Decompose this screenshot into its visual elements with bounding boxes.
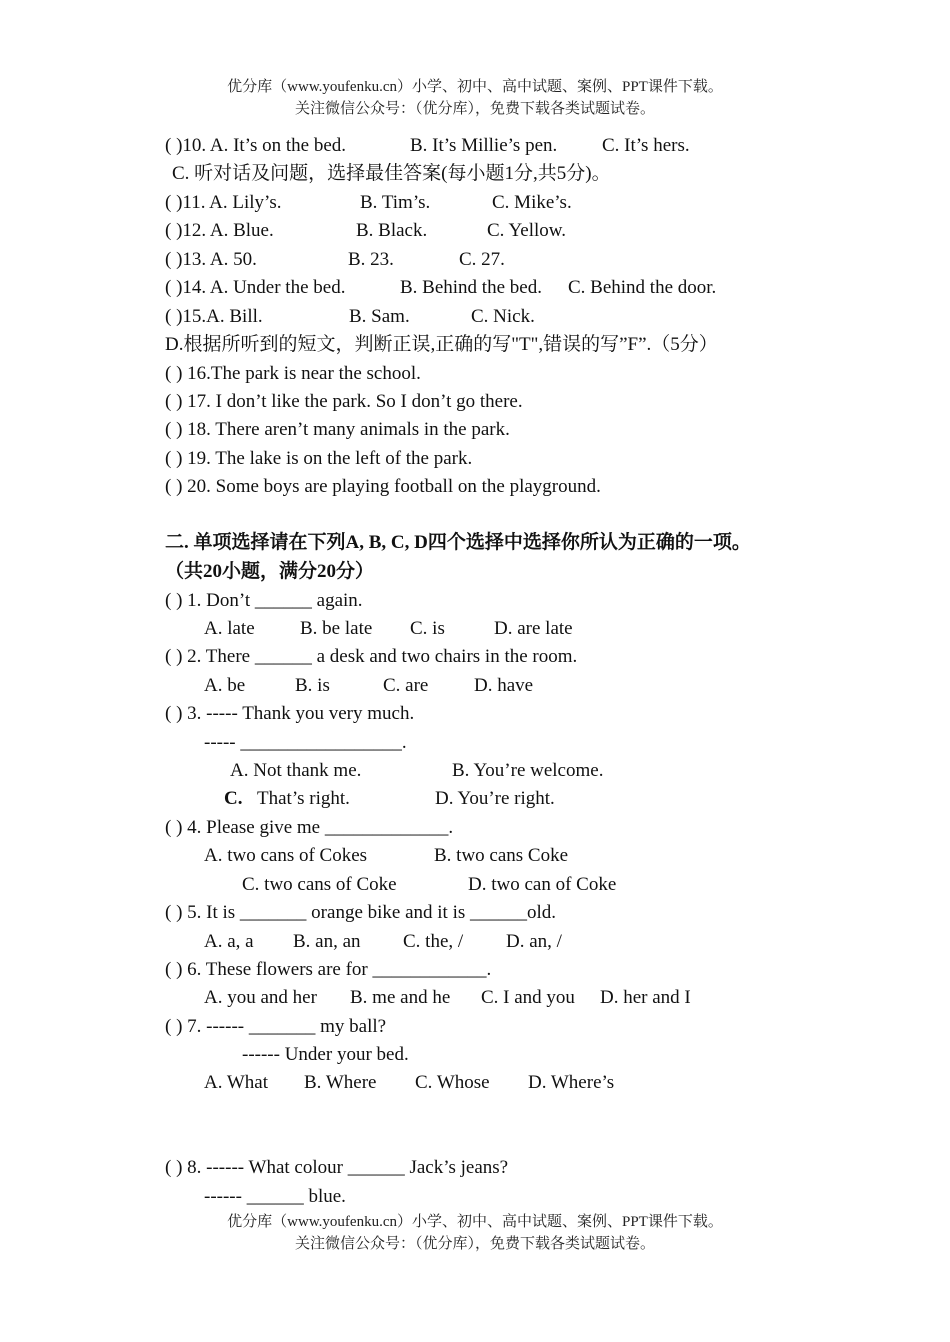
mc-q5-stem: ( ) 5. It is _______ orange bike and it is ______old. bbox=[165, 902, 557, 923]
q11-stem-a: ( )11. A. Lily’s. bbox=[165, 192, 282, 213]
header-line-2: 关注微信公众号：（优分库），免费下载各类试题试卷。 bbox=[294, 101, 655, 117]
mc-q8-reply: ------ ______ blue. bbox=[204, 1186, 346, 1207]
mc-q4-option-a: A. two cans of Cokes bbox=[204, 845, 368, 866]
mc-q4-option-d: D. two can of Coke bbox=[468, 874, 617, 895]
mc-q3-option-c: That’s right. bbox=[257, 788, 350, 809]
mc-q2-option-b: B. is bbox=[295, 675, 330, 696]
mc-q7-option-d: D. Where’s bbox=[528, 1072, 615, 1093]
section-2-title: 二. 单项选择请在下列A, B, C, D四个选择中选择你所认为正确的一项。 bbox=[165, 532, 751, 553]
mc-q7-option-c: C. Whose bbox=[415, 1072, 490, 1093]
mc-q3-stem: ( ) 3. ----- Thank you very much. bbox=[165, 703, 415, 724]
question-16: ( ) 16.The park is near the school. bbox=[165, 363, 421, 384]
mc-q2-option-d: D. have bbox=[474, 675, 534, 696]
mc-q8-stem: ( ) 8. ------ What colour ______ Jack’s jeans? bbox=[165, 1157, 509, 1178]
mc-q3-reply: ----- _________________. bbox=[204, 732, 407, 753]
mc-q3-option-b: B. You’re welcome. bbox=[452, 760, 604, 781]
section-2-subtitle: （共20小题，满分20分） bbox=[165, 561, 375, 582]
mc-q2-option-a: A. be bbox=[204, 675, 246, 696]
q13-option-c: C. 27. bbox=[459, 249, 505, 270]
q11-option-b: B. Tim’s. bbox=[360, 192, 431, 213]
mc-q5-option-a: A. a, a bbox=[204, 931, 254, 952]
page-header bbox=[0, 76, 950, 120]
mc-q7-option-a: A. What bbox=[204, 1072, 269, 1093]
page-footer bbox=[0, 1211, 950, 1255]
q10-stem-a: ( )10. A. It’s on the bed. bbox=[165, 135, 347, 156]
mc-q2-stem: ( ) 2. There ______ a desk and two chairs in the room. bbox=[165, 646, 578, 667]
question-20: ( ) 20. Some boys are playing football on the playground. bbox=[165, 476, 601, 497]
mc-q4-stem: ( ) 4. Please give me _____________. bbox=[165, 817, 454, 838]
q12-option-c: C. Yellow. bbox=[487, 220, 567, 241]
q15-option-c: C. Nick. bbox=[471, 306, 535, 327]
mc-q4-option-b: B. two cans Coke bbox=[434, 845, 569, 866]
mc-q1-stem: ( ) 1. Don’t ______ again. bbox=[165, 590, 363, 611]
header-line-1: 优分库（www.youfenku.cn）小学、初中、高中试题、案例、PPT课件下载。 bbox=[227, 79, 723, 95]
part-d-title: D.根据所听到的短文，判断正误,正确的写"T",错误的写”F”.（5分） bbox=[165, 334, 718, 355]
mc-q1-option-c: C. is bbox=[410, 618, 445, 639]
part-c-title: C. 听对话及问题，选择最佳答案(每小题1分,共5分)。 bbox=[172, 163, 611, 184]
question-17: ( ) 17. I don’t like the park. So I don’t go there. bbox=[165, 391, 523, 412]
footer-line-2: 关注微信公众号：（优分库），免费下载各类试题试卷。 bbox=[294, 1236, 655, 1252]
mc-q1-option-a: A. late bbox=[204, 618, 255, 639]
mc-q6-option-d: D. her and I bbox=[600, 987, 691, 1008]
mc-q5-option-c: C. the, / bbox=[403, 931, 464, 952]
mc-q4-option-c: C. two cans of Coke bbox=[242, 874, 397, 895]
footer-line-1: 优分库（www.youfenku.cn）小学、初中、高中试题、案例、PPT课件下载。 bbox=[227, 1214, 723, 1230]
mc-q7-option-b: B. Where bbox=[304, 1072, 377, 1093]
q14-option-b: B. Behind the bed. bbox=[400, 277, 542, 298]
q11-option-c: C. Mike’s. bbox=[492, 192, 572, 213]
mc-q6-stem: ( ) 6. These flowers are for ____________. bbox=[165, 959, 492, 980]
q14-option-c: C. Behind the door. bbox=[568, 277, 717, 298]
mc-q1-option-b: B. be late bbox=[300, 618, 373, 639]
mc-q5-option-d: D. an, / bbox=[506, 931, 562, 952]
mc-q6-option-b: B. me and he bbox=[350, 987, 451, 1008]
q12-stem-a: ( )12. A. Blue. bbox=[165, 220, 274, 241]
mc-q6-option-a: A. you and her bbox=[204, 987, 317, 1008]
mc-q6-option-c: C. I and you bbox=[481, 987, 575, 1008]
mc-q5-option-b: B. an, an bbox=[293, 931, 361, 952]
question-18: ( ) 18. There aren’t many animals in the park. bbox=[165, 419, 510, 440]
q13-stem-a: ( )13. A. 50. bbox=[165, 249, 257, 270]
q15-option-b: B. Sam. bbox=[349, 306, 410, 327]
q14-stem-a: ( )14. A. Under the bed. bbox=[165, 277, 346, 298]
mc-q3-option-a: A. Not thank me. bbox=[230, 760, 362, 781]
mc-q3-option-c-letter: C. bbox=[224, 788, 243, 809]
q10-option-b: B. It’s Millie’s pen. bbox=[410, 135, 558, 156]
mc-q7-stem: ( ) 7. ------ _______ my ball? bbox=[165, 1016, 387, 1037]
question-19: ( ) 19. The lake is on the left of the park. bbox=[165, 448, 473, 469]
q10-option-c: C. It’s hers. bbox=[602, 135, 690, 156]
q12-option-b: B. Black. bbox=[356, 220, 428, 241]
mc-q1-option-d: D. are late bbox=[494, 618, 573, 639]
mc-q7-reply: ------ Under your bed. bbox=[242, 1044, 409, 1065]
mc-q2-option-c: C. are bbox=[383, 675, 429, 696]
mc-q3-option-d: D. You’re right. bbox=[435, 788, 555, 809]
q13-option-b: B. 23. bbox=[348, 249, 394, 270]
q15-stem-a: ( )15.A. Bill. bbox=[165, 306, 263, 327]
